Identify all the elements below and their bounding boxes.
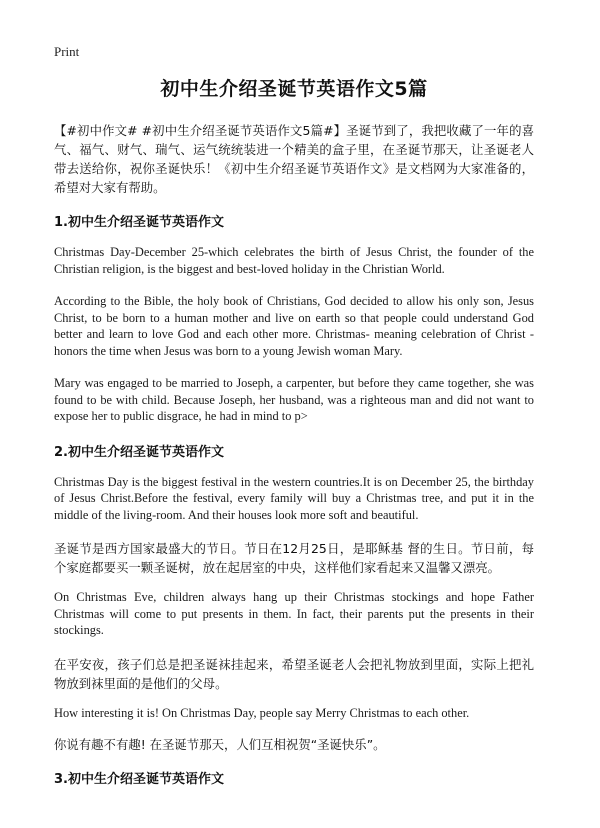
section-3-heading: 3.初中生介绍圣诞节英语作文 — [54, 772, 224, 787]
section-2-paragraph-6: 你说有趣不有趣! 在圣诞节那天，人们互相祝贺“圣诞快乐”。 — [54, 737, 386, 752]
intro-paragraph: 【#初中作文# #初中生介绍圣诞节英语作文5篇#】圣诞节到了，我把收藏了一年的喜气、福气、财气、瑞气、运气统统装进一个精美的盒子里，在圣诞节那天，让圣诞老人带去送给你，祝你圣诞快乐！《初中生介绍圣诞节英语作文》是文档网为大家准备的，希望对大家有帮助。 — [54, 123, 534, 195]
print-link[interactable]: Print — [54, 44, 80, 59]
section-2-paragraph-3: On Christmas Eve, children always hang up their Christmas stockings and hope Father Christmas will come to put presents in them. In fact, their parents put the presents in their stockings. — [54, 590, 534, 637]
section-2-heading: 2.初中生介绍圣诞节英语作文 — [54, 444, 224, 460]
section-1-heading: 1.初中生介绍圣诞节英语作文 — [54, 215, 224, 230]
section-2-paragraph-5: How interesting it is! On Christmas Day, people say Merry Christmas to each other. — [54, 705, 470, 720]
section-1-paragraph-1: Christmas Day-December 25-which celebrates the birth of Jesus Christ, the founder of the Christian religion, is the biggest and best-loved holiday in the Christian World. — [54, 245, 534, 276]
section-2-paragraph-2: 圣诞节是西方国家最盛大的节日。节日在12月25日，是耶稣基 督的生日。节日前，每个家庭都要买一颗圣诞树，放在起居室的中央，这样他们家看起来又温馨又漂亮。 — [54, 541, 534, 575]
section-2-paragraph-4: 在平安夜，孩子们总是把圣诞袜挂起来，希望圣诞老人会把礼物放到里面，实际上把礼物放到袜里面的是他们的父母。 — [54, 656, 534, 691]
section-2-paragraph-1: Christmas Day is the biggest festival in the western countries.It is on December 25, the birthday of Jesus Christ.Before the festival, every family will buy a Christmas tree, and put it in the middle of the living-room. And their houses look more soft and beautiful. — [54, 474, 534, 522]
section-1-paragraph-3: Mary was engaged to be married to Joseph, a carpenter, but before they came together, she was found to be with child. Because Joseph, her husband, was a righteous man and did not want to expose her to public disgrace, he had in mind to p> — [54, 376, 534, 423]
section-1-paragraph-2: According to the Bible, the holy book of Christians, God decided to allow his only son, Jesus Christ, to be born to a human mother and live on earth so that people could understand God better and learn to love God and each other more. Christmas- meaning celebration of Christ - honors the time when Jesus was born to a young Jewish woman Mary. — [54, 294, 534, 358]
page-title: 初中生介绍圣诞节英语作文5篇 — [160, 78, 428, 100]
